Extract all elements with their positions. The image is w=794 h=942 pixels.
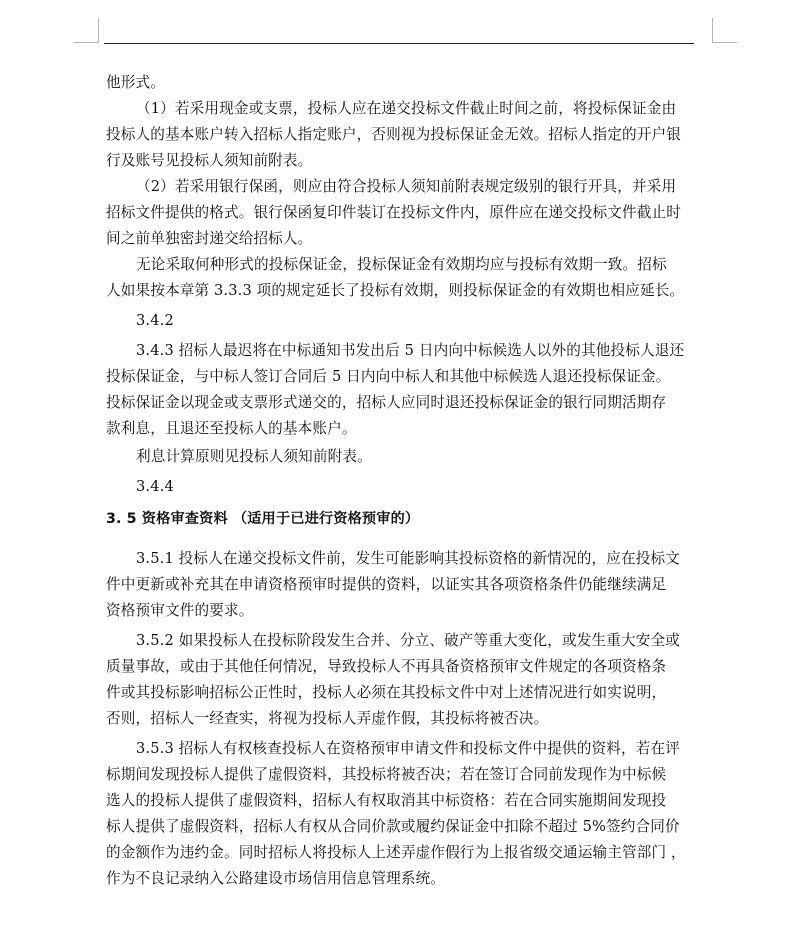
text-line: 行及账号见投标人须知前附表。: [106, 152, 313, 169]
page-corner-mark-top-left: [74, 18, 99, 43]
paragraph-validity: [106, 252, 696, 304]
text-line: 件中更新或补充其在申请资格预审时提供的资料，以证实其各项资格条件仍能继续满足: [106, 576, 667, 593]
text-line: 招标文件提供的格式。银行保函复印件装订在投标文件内，原件应在递交投标文件截止时: [106, 204, 682, 221]
clause-3-4-3: [106, 338, 696, 442]
heading-text: 3. 5 资格审查资料 （适用于已进行资格预审的）: [106, 511, 420, 527]
text-line: 的金额作为违约金。同时招标人将投标人上述弄虚作假行为上报省级交通运输主管部门 ，: [106, 844, 686, 861]
paragraph-continuation: [106, 70, 696, 96]
text-line: 款利息，且退还至投标人的基本账户。: [106, 420, 357, 437]
text-line: 投标人的基本账户转入招标人指定账户，否则视为投标保证金无效。招标人指定的开户银: [106, 126, 682, 143]
text-line: 件或其投标影响招标公正性时，投标人必须在其投标文件中对上述情况进行如实说明，: [106, 684, 667, 701]
text-line: 人如果按本章第 3.3.3 项的规定延长了投标有效期，则投标保证金的有效期也相应延长。: [106, 282, 685, 299]
clause-3-4-4: [106, 474, 696, 500]
text-line: 投标保证金，与中标人签订合同后 5 日内向中标人和其他中标候选人退还投标保证金。: [106, 368, 671, 385]
clause-3-5-3: [106, 736, 696, 892]
text-line: 3.4.2: [136, 312, 174, 329]
text-line: 标期间发现投标人提供了虚假资料，其投标将被否决；若在签订合同前发现作为中标候: [106, 766, 667, 783]
text-line: （1）若采用现金或支票，投标人应在递交投标文件截止时间之前，将投标保证金由: [136, 100, 677, 117]
text-line: 间之前单独密封递交给招标人。: [106, 230, 313, 247]
clause-3-4-2: [106, 308, 696, 334]
page-corner-mark-top-right: [712, 18, 737, 43]
section-heading-3-5: [106, 506, 696, 532]
text-line: （2）若采用银行保函，则应由符合投标人须知前附表规定级别的银行开具，并采用: [136, 178, 677, 195]
clause-3-5-2: [106, 628, 696, 732]
text-line: 3.4.3 招标人最迟将在中标通知书发出后 5 日内向中标候选人以外的其他投标人退还: [136, 342, 685, 359]
clause-3-5-1: [106, 546, 696, 624]
paragraph-cash-or-check: [106, 96, 696, 174]
text-line: 资格预审文件的要求。: [106, 602, 254, 619]
header-rule: [104, 43, 694, 44]
text-line: 作为不良记录纳入公路建设市场信用信息管理系统。: [106, 870, 446, 887]
text-line: 3.5.2 如果投标人在投标阶段发生合并、分立、破产等重大变化，或发生重大安全或: [136, 632, 680, 649]
text-line: 无论采取何种形式的投标保证金，投标保证金有效期均应与投标有效期一致。招标: [136, 256, 667, 273]
text-line: 3.5.3 招标人有权核查投标人在资格预审申请文件和投标文件中提供的资料，若在评: [136, 740, 680, 757]
text-line: 标人提供了虚假资料，招标人有权从合同价款或履约保证金中扣除不超过 5%签约合同价: [106, 818, 680, 835]
paragraph-bank-guarantee: [106, 174, 696, 252]
text-line: 质量事故，或由于其他任何情况，导致投标人不再具备资格预审文件规定的各项资格条: [106, 658, 667, 675]
text-line: 利息计算原则见投标人须知前附表。: [136, 448, 372, 465]
document-body: [106, 70, 696, 892]
text-line: 他形式。: [106, 74, 165, 91]
text-line: 否则，招标人一经查实，将视为投标人弄虚作假，其投标将被否决。: [106, 710, 549, 727]
text-line: 选人的投标人提供了虚假资料，招标人有权取消其中标资格：若在合同实施期间发现投: [106, 792, 667, 809]
text-line: 3.4.4: [136, 478, 174, 495]
text-line: 3.5.1 投标人在递交投标文件前，发生可能影响其投标资格的新情况的，应在投标文: [136, 550, 680, 567]
paragraph-interest: [106, 444, 696, 470]
text-line: 投标保证金以现金或支票形式递交的，招标人应同时退还投标保证金的银行同期活期存: [106, 394, 667, 411]
